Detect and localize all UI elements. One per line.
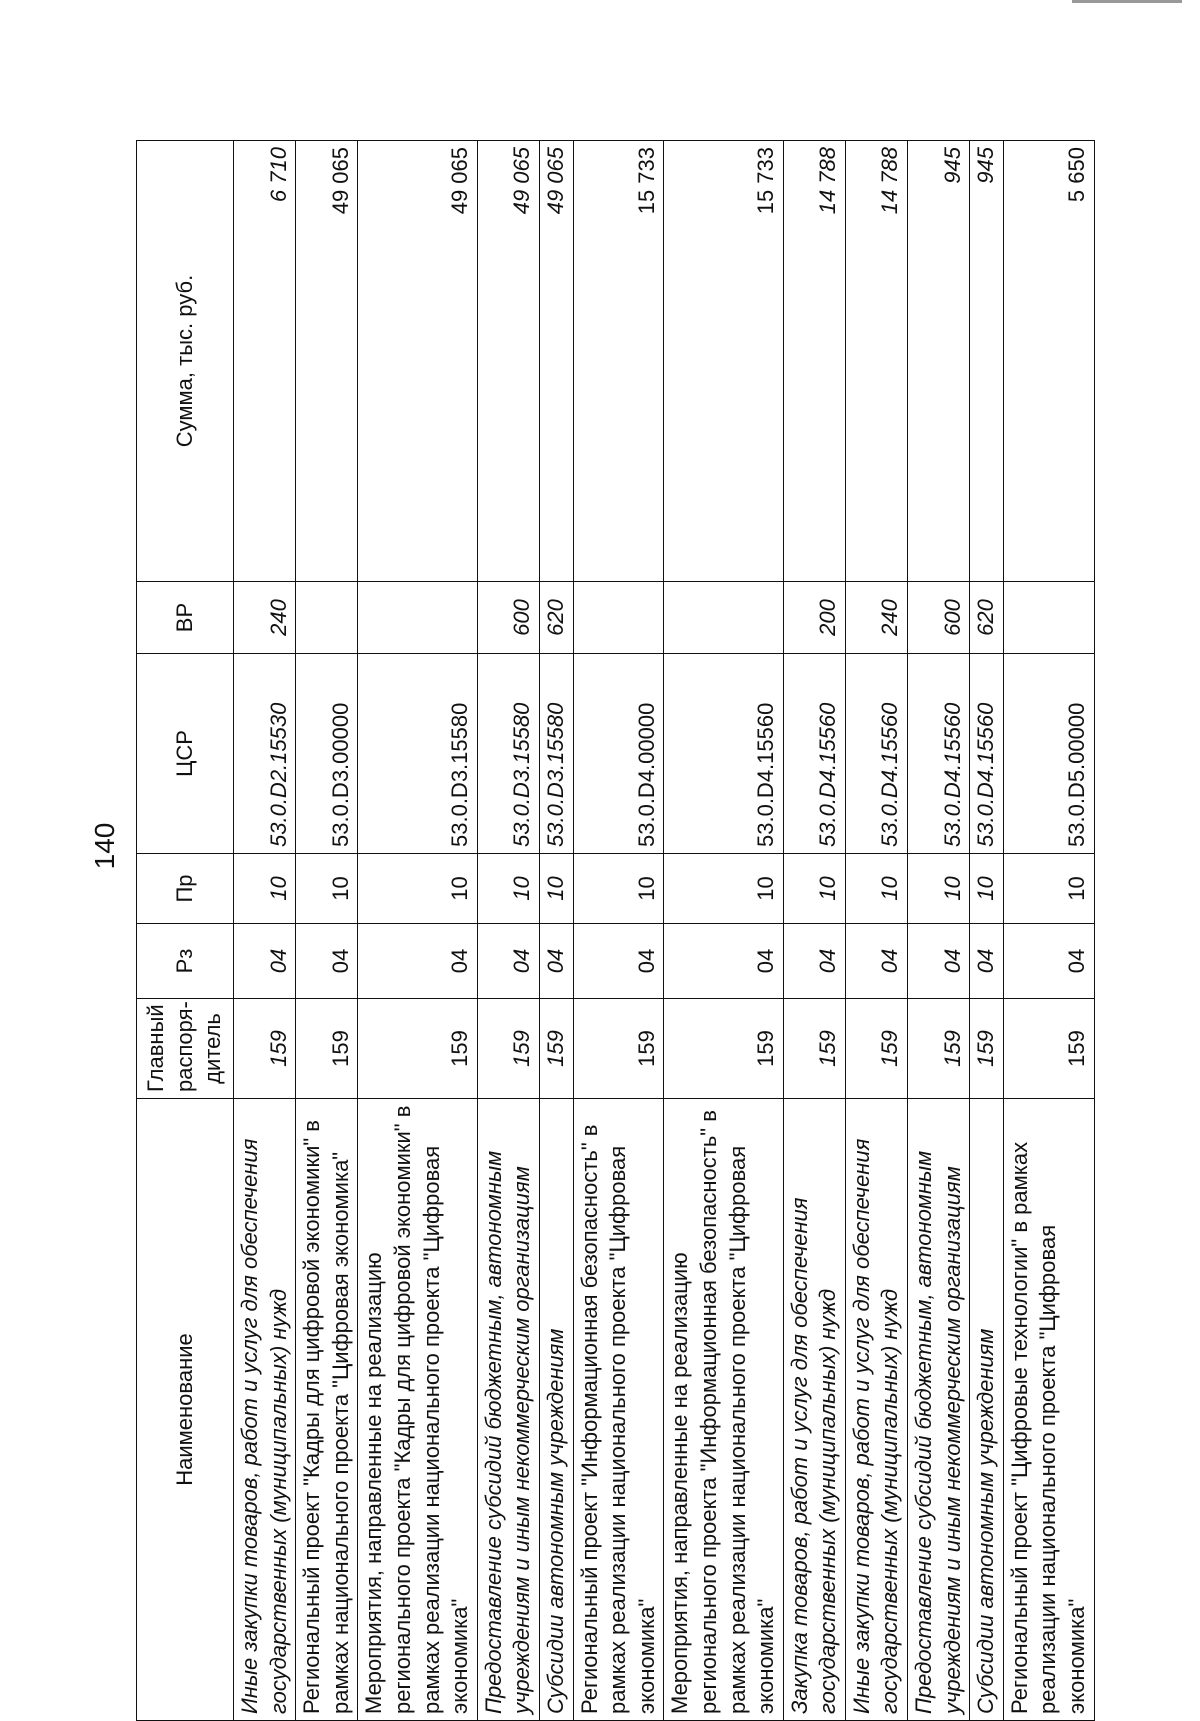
cell-subsection: 10	[845, 854, 907, 924]
cell-section: 04	[539, 924, 573, 999]
table-row	[1003, 141, 1094, 1721]
cell-target-article: 53.0.D3.00000	[296, 654, 358, 854]
cell-subsection: 10	[908, 854, 970, 924]
cell-subsection: 10	[296, 854, 358, 924]
table-row	[358, 141, 477, 1721]
cell-name: Предоставление субсидий бюджетным, автономным учреждениям и иным некоммерческим организациям	[908, 1099, 970, 1721]
cell-name: Иные закупки товаров, работ и услуг для обеспечения государственных (муниципальных) нужд	[234, 1099, 296, 1721]
header-section: Рз	[137, 924, 234, 999]
cell-section: 04	[477, 924, 539, 999]
rotated-table-area	[136, 141, 1090, 1721]
cell-section: 04	[845, 924, 907, 999]
cell-target-article: 53.0.D4.00000	[573, 654, 664, 854]
cell-subsection: 10	[783, 854, 845, 924]
cell-section: 04	[970, 924, 1004, 999]
cell-subsection: 10	[664, 854, 783, 924]
cell-name: Иные закупки товаров, работ и услуг для обеспечения государственных (муниципальных) нужд	[845, 1099, 907, 1721]
cell-main-manager: 159	[664, 999, 783, 1099]
cell-target-article: 53.0.D4.15560	[970, 654, 1004, 854]
cell-expense-type	[296, 582, 358, 654]
cell-subsection: 10	[573, 854, 664, 924]
cell-target-article: 53.0.D4.15560	[783, 654, 845, 854]
table-row	[234, 141, 296, 1721]
table-row	[970, 141, 1004, 1721]
cell-main-manager: 159	[783, 999, 845, 1099]
cell-expense-type: 240	[845, 582, 907, 654]
cell-expense-type	[1003, 582, 1094, 654]
cell-sum: 49 065	[539, 141, 573, 582]
cell-expense-type: 600	[908, 582, 970, 654]
cell-sum: 49 065	[358, 141, 477, 582]
cell-name: Региональный проект "Информационная безопасность" в рамках реализации национального проекта "Цифровая экономика"	[573, 1099, 664, 1721]
cell-name: Мероприятия, направленные на реализацию регионального проекта "Кадры для цифровой экономики" в рамках реализации национального проекта "Цифровая экономика"	[358, 1099, 477, 1721]
cell-expense-type: 200	[783, 582, 845, 654]
cell-main-manager: 159	[845, 999, 907, 1099]
cell-main-manager: 159	[573, 999, 664, 1099]
header-target-article: ЦСР	[137, 654, 234, 854]
cell-sum: 6 710	[234, 141, 296, 582]
cell-subsection: 10	[234, 854, 296, 924]
header-subsection: Пр	[137, 854, 234, 924]
cell-main-manager: 159	[296, 999, 358, 1099]
budget-table	[136, 140, 1095, 1721]
cell-expense-type: 620	[970, 582, 1004, 654]
cell-target-article: 53.0.D3.15580	[477, 654, 539, 854]
cell-sum: 945	[908, 141, 970, 582]
cell-name: Региональный проект "Цифровые технологии" в рамках реализации национального проекта "Цифровая экономика"	[1003, 1099, 1094, 1721]
header-main-manager: Главный распоря-дитель	[137, 999, 234, 1099]
cell-target-article: 53.0.D4.15560	[664, 654, 783, 854]
cell-main-manager: 159	[970, 999, 1004, 1099]
cell-expense-type	[358, 582, 477, 654]
cell-name: Субсидии автономным учреждениям	[539, 1099, 573, 1721]
cell-section: 04	[234, 924, 296, 999]
cell-target-article: 53.0.D3.15580	[358, 654, 477, 854]
cell-name: Предоставление субсидий бюджетным, автономным учреждениям и иным некоммерческим организациям	[477, 1099, 539, 1721]
cell-target-article: 53.0.D3.15580	[539, 654, 573, 854]
table-row	[296, 141, 358, 1721]
cell-target-article: 53.0.D2.15530	[234, 654, 296, 854]
cell-main-manager: 159	[1003, 999, 1094, 1099]
cell-name: Субсидии автономным учреждениям	[970, 1099, 1004, 1721]
table-row	[573, 141, 664, 1721]
table-row	[477, 141, 539, 1721]
cell-expense-type: 620	[539, 582, 573, 654]
cell-sum: 5 650	[1003, 141, 1094, 582]
cell-section: 04	[296, 924, 358, 999]
cell-main-manager: 159	[539, 999, 573, 1099]
cell-section: 04	[358, 924, 477, 999]
cell-expense-type: 600	[477, 582, 539, 654]
cell-target-article: 53.0.D4.15560	[908, 654, 970, 854]
table-body	[234, 141, 1095, 1721]
page-number: 140	[89, 822, 120, 870]
cell-sum: 14 788	[783, 141, 845, 582]
scan-edge-mark	[1072, 0, 1182, 3]
cell-target-article: 53.0.D4.15560	[845, 654, 907, 854]
cell-expense-type: 240	[234, 582, 296, 654]
table-row	[664, 141, 783, 1721]
cell-section: 04	[908, 924, 970, 999]
cell-sum: 15 733	[664, 141, 783, 582]
cell-target-article: 53.0.D5.00000	[1003, 654, 1094, 854]
cell-sum: 15 733	[573, 141, 664, 582]
header-name: Наименование	[137, 1099, 234, 1721]
rotated-table-frame	[136, 141, 1090, 1721]
cell-name: Мероприятия, направленные на реализацию регионального проекта "Информационная безопасность" в рамках реализации национального проекта "Цифровая экономика"	[664, 1099, 783, 1721]
cell-sum: 945	[970, 141, 1004, 582]
cell-subsection: 10	[477, 854, 539, 924]
cell-subsection: 10	[1003, 854, 1094, 924]
cell-section: 04	[783, 924, 845, 999]
cell-subsection: 10	[358, 854, 477, 924]
cell-main-manager: 159	[908, 999, 970, 1099]
table-header-row	[137, 141, 234, 1721]
cell-expense-type	[573, 582, 664, 654]
table-row	[783, 141, 845, 1721]
header-sum: Сумма, тыс. руб.	[137, 141, 234, 582]
cell-expense-type	[664, 582, 783, 654]
cell-section: 04	[1003, 924, 1094, 999]
table-row	[908, 141, 970, 1721]
cell-section: 04	[664, 924, 783, 999]
cell-sum: 14 788	[845, 141, 907, 582]
cell-sum: 49 065	[477, 141, 539, 582]
header-expense-type: ВР	[137, 582, 234, 654]
cell-name: Закупка товаров, работ и услуг для обеспечения государственных (муниципальных) нужд	[783, 1099, 845, 1721]
cell-name: Региональный проект "Кадры для цифровой экономики" в рамках национального проекта "Цифровая экономика"	[296, 1099, 358, 1721]
cell-subsection: 10	[539, 854, 573, 924]
cell-subsection: 10	[970, 854, 1004, 924]
cell-section: 04	[573, 924, 664, 999]
cell-main-manager: 159	[358, 999, 477, 1099]
cell-main-manager: 159	[477, 999, 539, 1099]
cell-main-manager: 159	[234, 999, 296, 1099]
table-row	[539, 141, 573, 1721]
cell-sum: 49 065	[296, 141, 358, 582]
table-row	[845, 141, 907, 1721]
